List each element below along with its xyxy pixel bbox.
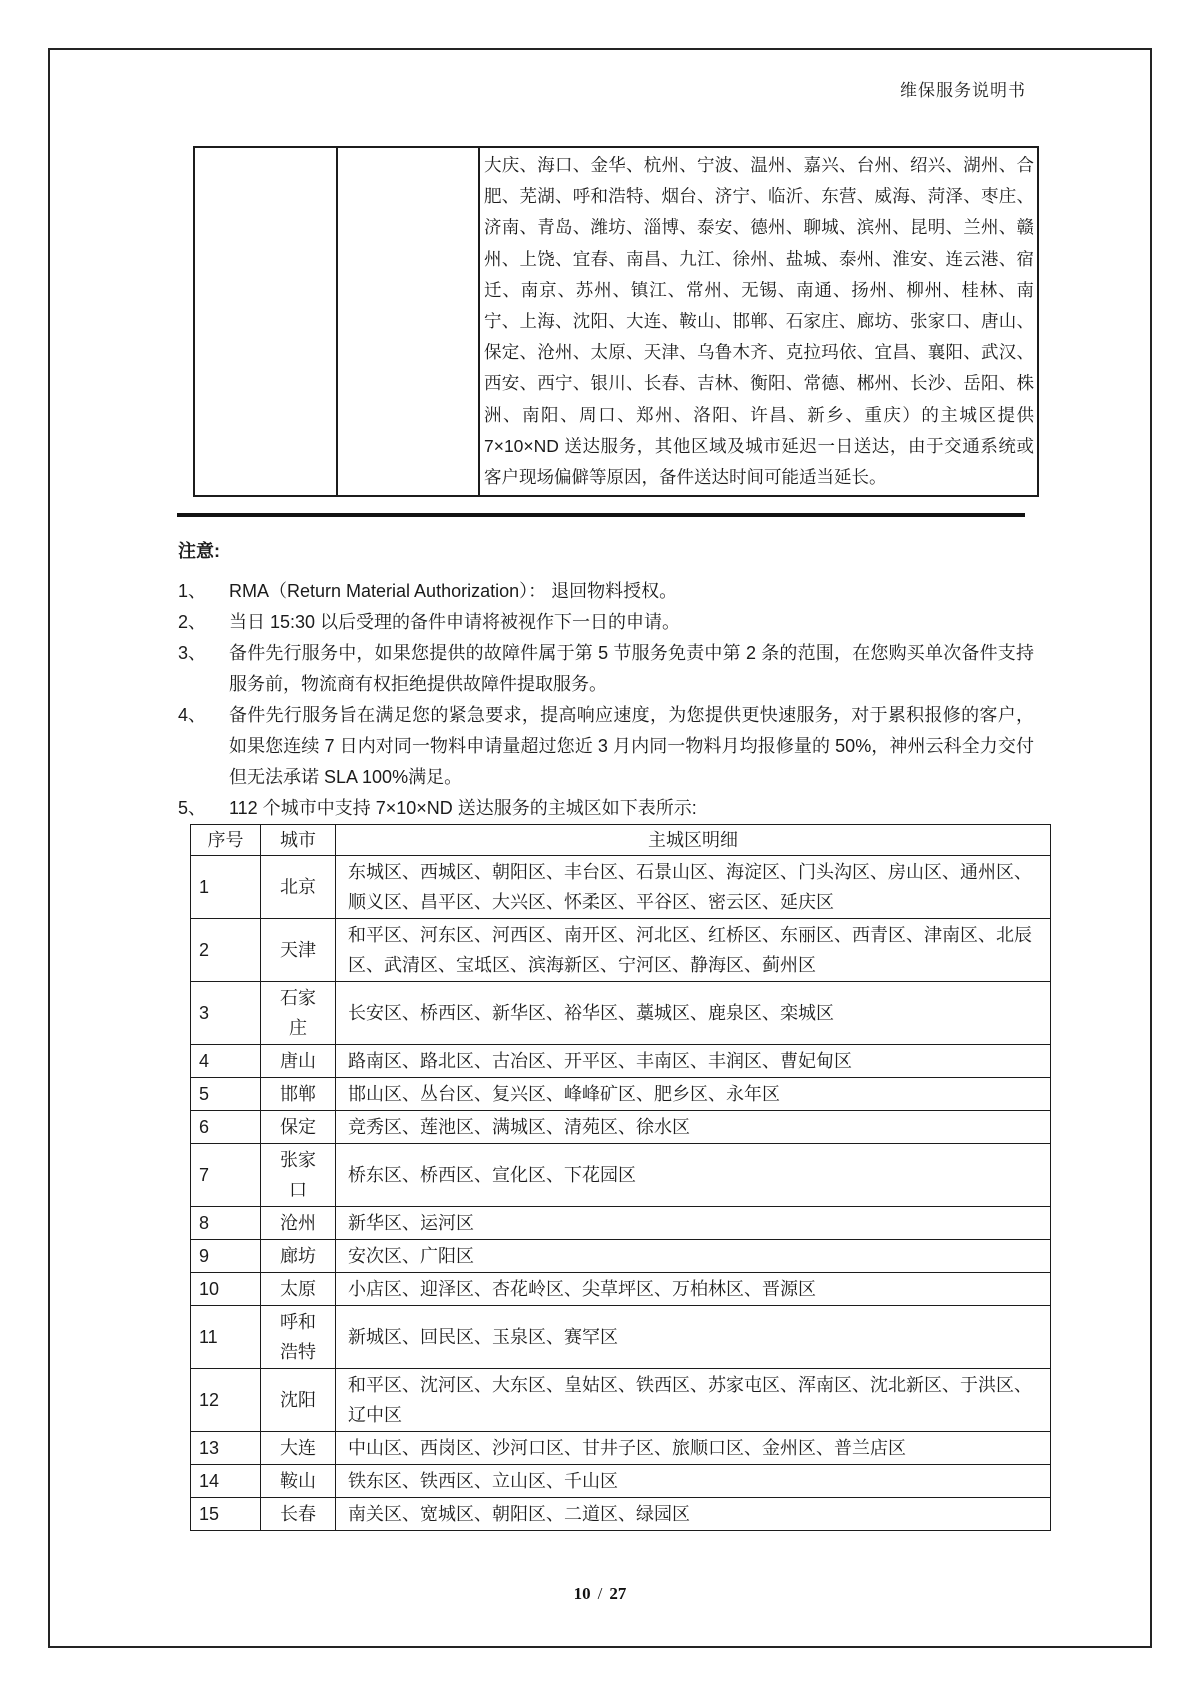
cell-districts: 小店区、迎泽区、杏花岭区、尖草坪区、万柏林区、晋源区 bbox=[336, 1273, 1051, 1306]
cell-serial: 10 bbox=[191, 1273, 261, 1306]
table-row bbox=[191, 1111, 1051, 1144]
cell-districts: 和平区、沈河区、大东区、皇姑区、铁西区、苏家屯区、浑南区、沈北新区、于洪区、辽中区 bbox=[336, 1369, 1051, 1432]
cell-serial: 1 bbox=[191, 856, 261, 919]
cell-serial: 7 bbox=[191, 1144, 261, 1207]
table-row bbox=[191, 1273, 1051, 1306]
cell-serial: 12 bbox=[191, 1369, 261, 1432]
table-row bbox=[191, 1045, 1051, 1078]
page-number-current: 10 bbox=[573, 1584, 591, 1603]
note-number: 2、 bbox=[178, 612, 207, 632]
cell-city: 长春 bbox=[261, 1498, 336, 1531]
cell-districts: 新华区、运河区 bbox=[336, 1207, 1051, 1240]
table-row bbox=[191, 1465, 1051, 1498]
cell-districts: 新城区、回民区、玉泉区、赛罕区 bbox=[336, 1306, 1051, 1369]
city-table-body bbox=[191, 856, 1051, 1531]
cell-serial: 9 bbox=[191, 1240, 261, 1273]
table-header-row bbox=[191, 825, 1051, 856]
table-row bbox=[191, 1306, 1051, 1369]
cell-city: 呼和浩特 bbox=[261, 1306, 336, 1369]
page-number-total: 27 bbox=[609, 1584, 627, 1603]
cell-districts: 中山区、西岗区、沙河口区、甘井子区、旅顺口区、金州区、普兰店区 bbox=[336, 1432, 1051, 1465]
cell-serial: 5 bbox=[191, 1078, 261, 1111]
cell-city: 唐山 bbox=[261, 1045, 336, 1078]
section-divider-line bbox=[177, 513, 1025, 517]
delivery-cities-text: 大庆、海口、金华、杭州、宁波、温州、嘉兴、台州、绍兴、湖州、合肥、芜湖、呼和浩特、烟台、济宁、临沂、东营、威海、菏泽、枣庄、济南、青岛、潍坊、淄博、泰安、德州、聊城、滨州、昆明、兰州、赣州、上饶、宜春、南昌、九江、徐州、盐城、泰州、淮安、连云港、宿迁、南京、苏州、镇江、常州、无锡、南通、扬州、柳州、桂林、南宁、上海、沈阳、大连、鞍山、邯郸、石家庄、廊坊、张家口、唐山、保定、沧州、太原、天津、乌鲁木齐、克拉玛依、宜昌、襄阳、武汉、西安、西宁、银川、长春、吉林、衡阳、常德、郴州、长沙、岳阳、株洲、南阳、周口、郑州、洛阳、许昌、新乡、重庆）的主城区提供 7×10×ND 送达服务，其他区域及城市延迟一日送达，由于交通系统或客户现场偏僻等原因，备件送达时间可能适当延长。 bbox=[479, 147, 1038, 496]
cell-serial: 14 bbox=[191, 1465, 261, 1498]
cell-districts: 长安区、桥西区、新华区、裕华区、藁城区、鹿泉区、栾城区 bbox=[336, 982, 1051, 1045]
table-row bbox=[191, 982, 1051, 1045]
cell-city: 天津 bbox=[261, 919, 336, 982]
note-number: 3、 bbox=[178, 643, 207, 663]
table-row bbox=[194, 147, 1038, 496]
cell-districts: 南关区、宽城区、朝阳区、二道区、绿园区 bbox=[336, 1498, 1051, 1531]
cell-districts: 桥东区、桥西区、宣化区、下花园区 bbox=[336, 1144, 1051, 1207]
cell-city: 石家庄 bbox=[261, 982, 336, 1045]
cell-serial: 6 bbox=[191, 1111, 261, 1144]
page-number-separator: / bbox=[597, 1584, 603, 1603]
table-row bbox=[191, 1144, 1051, 1207]
cell-districts: 和平区、河东区、河西区、南开区、河北区、红桥区、东丽区、西青区、津南区、北辰区、武清区、宝坻区、滨海新区、宁河区、静海区、蓟州区 bbox=[336, 919, 1051, 982]
table-row bbox=[191, 1369, 1051, 1432]
page-number bbox=[0, 1584, 1200, 1604]
note-number: 4、 bbox=[178, 705, 207, 725]
cell-serial: 11 bbox=[191, 1306, 261, 1369]
empty-cell-2 bbox=[337, 147, 479, 496]
cell-city: 太原 bbox=[261, 1273, 336, 1306]
cell-city: 邯郸 bbox=[261, 1078, 336, 1111]
table-row bbox=[191, 856, 1051, 919]
cell-serial: 3 bbox=[191, 982, 261, 1045]
notes-section bbox=[178, 536, 1034, 824]
note-item bbox=[178, 793, 1034, 824]
notes-heading: 注意: bbox=[178, 541, 220, 561]
note-number: 5、 bbox=[178, 798, 207, 818]
cell-serial: 13 bbox=[191, 1432, 261, 1465]
empty-cell-1 bbox=[194, 147, 337, 496]
cell-serial: 15 bbox=[191, 1498, 261, 1531]
delivery-cities-table bbox=[193, 146, 1039, 497]
note-text: RMA（Return Material Authorization）： 退回物料授权。 bbox=[229, 581, 678, 601]
cell-city: 保定 bbox=[261, 1111, 336, 1144]
note-item bbox=[178, 607, 1034, 638]
note-text: 112 个城市中支持 7×10×ND 送达服务的主城区如下表所示: bbox=[229, 798, 697, 818]
table-row bbox=[191, 1432, 1051, 1465]
cell-districts: 邯山区、丛台区、复兴区、峰峰矿区、肥乡区、永年区 bbox=[336, 1078, 1051, 1111]
doc-header-title: 维保服务说明书 bbox=[900, 81, 1026, 100]
cell-city: 沈阳 bbox=[261, 1369, 336, 1432]
header-serial: 序号 bbox=[191, 825, 261, 856]
cell-city: 沧州 bbox=[261, 1207, 336, 1240]
note-item bbox=[178, 638, 1034, 700]
note-item bbox=[178, 700, 1034, 793]
notes-list bbox=[178, 576, 1034, 824]
table-row bbox=[191, 1078, 1051, 1111]
table-row bbox=[191, 1207, 1051, 1240]
cell-city: 北京 bbox=[261, 856, 336, 919]
cell-serial: 4 bbox=[191, 1045, 261, 1078]
table-row bbox=[191, 1240, 1051, 1273]
header-districts: 主城区明细 bbox=[336, 825, 1051, 856]
cell-city: 张家口 bbox=[261, 1144, 336, 1207]
note-text: 当日 15:30 以后受理的备件申请将被视作下一日的申请。 bbox=[229, 612, 681, 632]
table-row bbox=[191, 919, 1051, 982]
note-text: 备件先行服务中，如果您提供的故障件属于第 5 节服务免责中第 2 条的范围，在您购买单次备件支持服务前，物流商有权拒绝提供故障件提取服务。 bbox=[229, 643, 1034, 694]
note-number: 1、 bbox=[178, 581, 207, 601]
header-city: 城市 bbox=[261, 825, 336, 856]
note-item bbox=[178, 576, 1034, 607]
cell-districts: 东城区、西城区、朝阳区、丰台区、石景山区、海淀区、门头沟区、房山区、通州区、顺义区、昌平区、大兴区、怀柔区、平谷区、密云区、延庆区 bbox=[336, 856, 1051, 919]
cell-districts: 铁东区、铁西区、立山区、千山区 bbox=[336, 1465, 1051, 1498]
cell-districts: 竞秀区、莲池区、满城区、清苑区、徐水区 bbox=[336, 1111, 1051, 1144]
cell-serial: 2 bbox=[191, 919, 261, 982]
city-districts-table bbox=[190, 824, 1051, 1531]
cell-districts: 路南区、路北区、古冶区、开平区、丰南区、丰润区、曹妃甸区 bbox=[336, 1045, 1051, 1078]
cell-city: 廊坊 bbox=[261, 1240, 336, 1273]
cell-city: 大连 bbox=[261, 1432, 336, 1465]
note-text: 备件先行服务旨在满足您的紧急要求，提高响应速度，为您提供更快速服务，对于累积报修的客户，如果您连续 7 日内对同一物料申请量超过您近 3 月内同一物料月均报修量的 50%，神州云科全力交付但无法承诺 SLA 100%满足。 bbox=[229, 705, 1034, 787]
cell-serial: 8 bbox=[191, 1207, 261, 1240]
cell-city: 鞍山 bbox=[261, 1465, 336, 1498]
table-row bbox=[191, 1498, 1051, 1531]
cell-districts: 安次区、广阳区 bbox=[336, 1240, 1051, 1273]
